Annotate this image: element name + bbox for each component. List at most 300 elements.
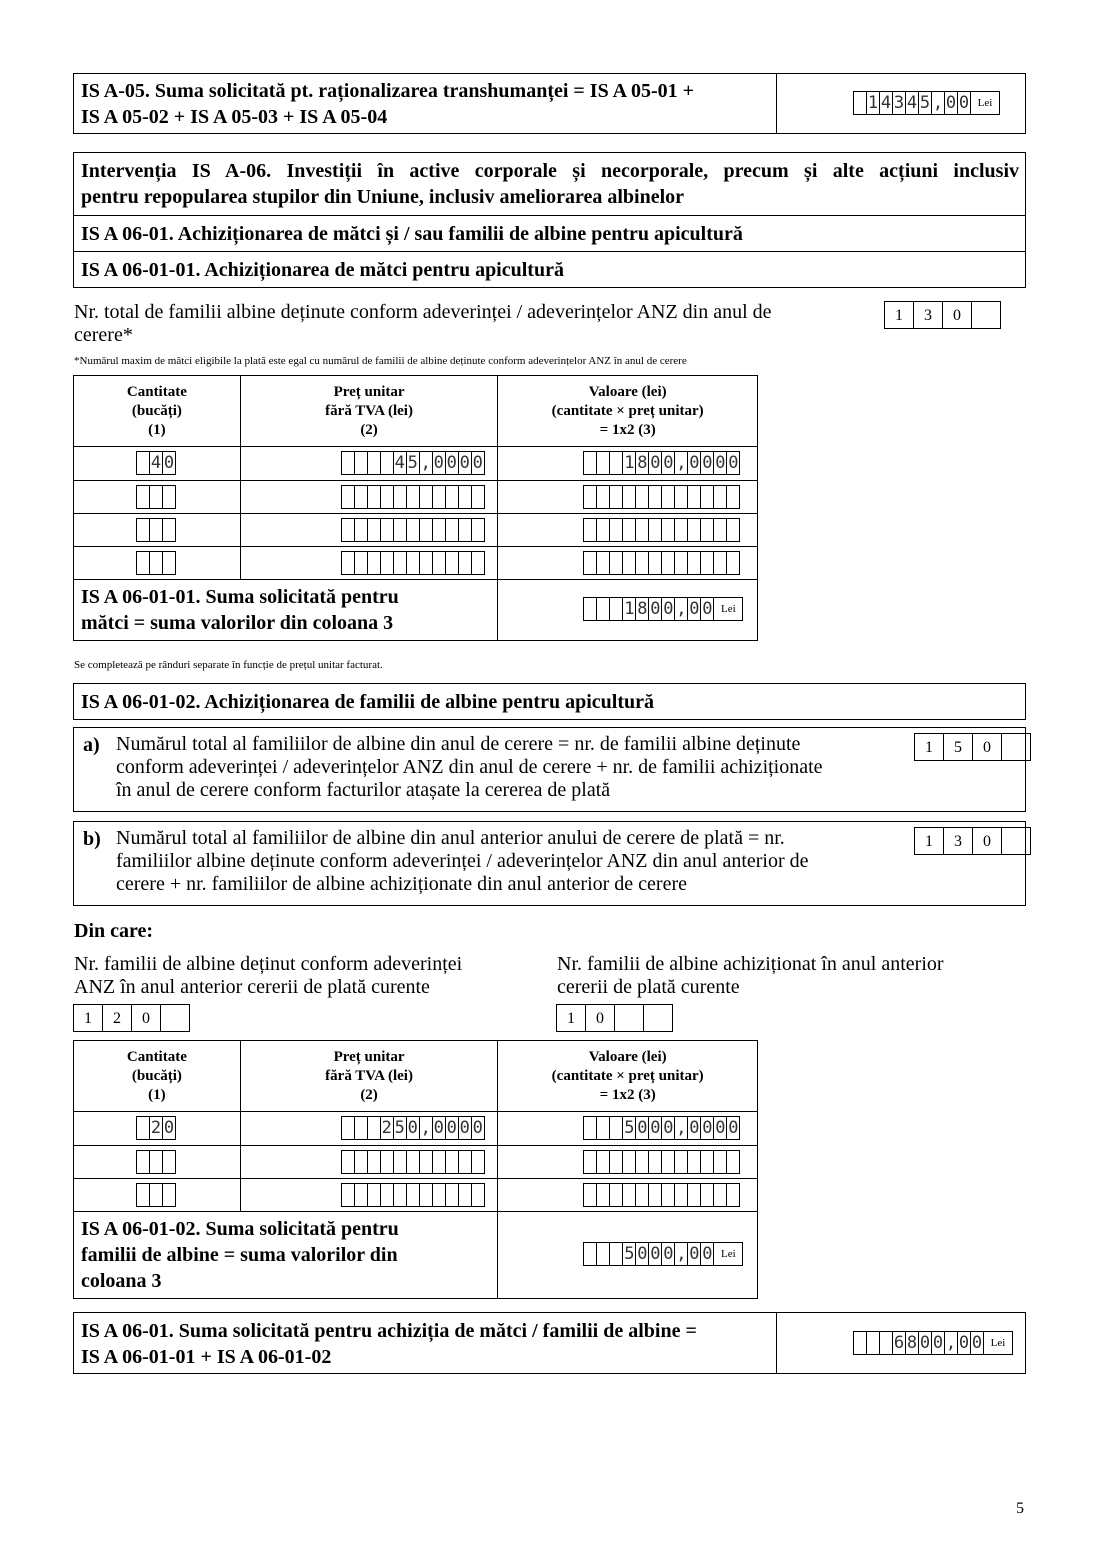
value-field[interactable]	[583, 1183, 740, 1207]
price-field[interactable]	[341, 451, 485, 475]
digit-cell[interactable]	[700, 551, 714, 575]
digit-cell[interactable]	[726, 1150, 740, 1174]
digit-cell[interactable]	[393, 1183, 407, 1207]
digit-cell[interactable]	[648, 518, 662, 542]
digit-cell[interactable]	[661, 485, 675, 509]
digit-cell[interactable]: ,	[420, 1118, 431, 1138]
value-cell	[498, 481, 758, 514]
digit-cell[interactable]	[596, 551, 610, 575]
digit-cell[interactable]: 5	[407, 453, 418, 473]
digit-cell[interactable]	[609, 551, 623, 575]
digit-cell[interactable]	[432, 1150, 446, 1174]
value-field[interactable]	[583, 518, 740, 542]
digit-cell[interactable]: ,	[945, 1333, 957, 1353]
digit-cell[interactable]	[136, 518, 150, 542]
digit-cell[interactable]	[149, 518, 163, 542]
digit-cell[interactable]	[406, 518, 420, 542]
qty-field[interactable]	[136, 1116, 176, 1140]
digit-cell[interactable]: 8	[637, 599, 648, 619]
digit-cell[interactable]	[432, 485, 446, 509]
digit-cell[interactable]	[136, 1150, 150, 1174]
digit-cell[interactable]	[136, 1183, 150, 1207]
digit-cell[interactable]	[713, 1150, 727, 1174]
digit-cell[interactable]	[341, 451, 355, 475]
digit-cell[interactable]	[354, 451, 368, 475]
count-cell[interactable]	[971, 301, 1001, 329]
digit-cell[interactable]: 0	[472, 1118, 483, 1138]
digit-cell[interactable]	[583, 1116, 597, 1140]
value-field[interactable]	[583, 485, 740, 509]
digit-cell[interactable]	[674, 485, 688, 509]
digit-cell[interactable]	[853, 1331, 867, 1355]
digit-cell[interactable]: 6	[893, 1333, 905, 1353]
digit-cell[interactable]	[700, 518, 714, 542]
digit-cell[interactable]	[419, 1183, 433, 1207]
families-sum-label-line3: coloana 3	[81, 1270, 162, 1292]
digit-cell[interactable]	[609, 597, 623, 621]
digit-cell[interactable]: 4	[150, 453, 162, 473]
digit-cell[interactable]	[393, 485, 407, 509]
digit-cell[interactable]	[726, 485, 740, 509]
digit-cell[interactable]: ,	[676, 599, 687, 619]
item-a-text-line1: Numărul total al familiilor de albine din anul de cerere = nr. de familii albine deținute	[116, 733, 801, 755]
header-quantity-line3: (1)	[148, 1086, 166, 1103]
currency-unit: Lei	[713, 597, 743, 621]
digit-cell[interactable]	[136, 551, 150, 575]
queens-table-header	[74, 376, 758, 447]
digit-cell[interactable]	[583, 518, 597, 542]
digit-cell[interactable]	[380, 551, 394, 575]
digit-cell[interactable]	[445, 485, 459, 509]
digit-cell[interactable]	[393, 1150, 407, 1174]
digit-cell[interactable]	[609, 1150, 623, 1174]
digit-cell[interactable]	[609, 1116, 623, 1140]
table-row	[74, 481, 758, 514]
digit-cell[interactable]	[866, 1331, 880, 1355]
digit-cell[interactable]	[341, 1116, 355, 1140]
digit-cell[interactable]	[445, 1150, 459, 1174]
digit-cell[interactable]	[622, 485, 636, 509]
digit-cell[interactable]	[853, 91, 867, 115]
digit-cell[interactable]	[726, 518, 740, 542]
digit-cell[interactable]	[471, 551, 485, 575]
digit-cell[interactable]	[583, 1242, 597, 1266]
digit-cell[interactable]	[713, 1183, 727, 1207]
digit-cell[interactable]	[149, 1183, 163, 1207]
digit-cell[interactable]: 0	[163, 453, 175, 473]
din-care-label: Din care:	[74, 920, 154, 942]
digit-cell[interactable]	[136, 451, 150, 475]
digit-cell[interactable]: 0	[715, 453, 726, 473]
price-field[interactable]	[341, 485, 485, 509]
digit-cell[interactable]	[367, 485, 381, 509]
digit-cell[interactable]	[354, 1116, 368, 1140]
count-cell[interactable]	[643, 1004, 673, 1032]
digit-cell[interactable]	[458, 518, 472, 542]
header-quantity-line1: Cantitate	[126, 383, 187, 400]
digit-cell[interactable]: 8	[637, 453, 648, 473]
header-unit-price	[240, 376, 498, 447]
price-field[interactable]	[341, 551, 485, 575]
digit-cell[interactable]	[596, 597, 610, 621]
count-cell[interactable]: 1	[884, 301, 914, 329]
digit-cell[interactable]: 0	[650, 1118, 661, 1138]
digit-cell[interactable]	[432, 551, 446, 575]
digit-cell[interactable]: 0	[663, 599, 674, 619]
item-a-field[interactable]	[914, 733, 1031, 761]
digit-cell[interactable]	[596, 1116, 610, 1140]
digit-cell[interactable]: 5	[624, 1244, 635, 1264]
digit-cell[interactable]	[341, 1183, 355, 1207]
digit-cell[interactable]: 5	[394, 1118, 405, 1138]
digit-cell[interactable]: 0	[689, 1244, 700, 1264]
digit-cell[interactable]: 0	[958, 1333, 970, 1353]
digit-cell[interactable]: 0	[663, 1244, 674, 1264]
digit-cell[interactable]: 0	[689, 1118, 700, 1138]
qty-field[interactable]	[136, 551, 176, 575]
digit-cell[interactable]	[445, 518, 459, 542]
digit-cell[interactable]	[149, 485, 163, 509]
digit-cell[interactable]: 5	[919, 93, 931, 113]
sum-a05-amount-field[interactable]	[853, 91, 1000, 115]
digit-cell[interactable]	[367, 1116, 381, 1140]
header-quantity-line2: (bucăți)	[131, 402, 182, 419]
qty-field[interactable]	[136, 451, 176, 475]
digit-cell[interactable]: ,	[420, 453, 431, 473]
families-held-label-line2: ANZ în anul anterior cererii de plată curente	[74, 976, 430, 998]
digit-cell[interactable]	[419, 485, 433, 509]
digit-cell[interactable]: 0	[958, 93, 970, 113]
digit-cell[interactable]	[458, 551, 472, 575]
digit-cell[interactable]	[162, 485, 176, 509]
digit-cell[interactable]: ,	[676, 1118, 687, 1138]
digit-cell[interactable]: 0	[689, 453, 700, 473]
digit-cell[interactable]	[596, 1150, 610, 1174]
digit-cell[interactable]	[393, 551, 407, 575]
digit-cell[interactable]: 0	[702, 1118, 713, 1138]
digit-cell[interactable]	[622, 1150, 636, 1174]
digit-cell[interactable]: 0	[715, 1118, 726, 1138]
digit-cell[interactable]: 1	[624, 599, 635, 619]
value-field[interactable]	[583, 1116, 740, 1140]
value-field[interactable]	[583, 451, 740, 475]
count-cell[interactable]: 0	[585, 1004, 615, 1032]
digit-cell[interactable]	[393, 518, 407, 542]
digit-cell[interactable]	[367, 518, 381, 542]
digit-cell[interactable]: 1	[624, 453, 635, 473]
digit-cell[interactable]: ,	[676, 1244, 687, 1264]
price-field[interactable]	[341, 518, 485, 542]
digit-cell[interactable]: 0	[971, 1333, 983, 1353]
digit-cell[interactable]: 0	[472, 453, 483, 473]
value-cell	[498, 1112, 758, 1146]
digit-cell[interactable]	[674, 1150, 688, 1174]
digit-cell[interactable]	[648, 1183, 662, 1207]
digit-cell[interactable]: ,	[676, 453, 687, 473]
families-held-field[interactable]	[73, 1004, 190, 1032]
digit-cell[interactable]	[648, 485, 662, 509]
digit-cell[interactable]	[471, 1183, 485, 1207]
digit-cell[interactable]	[406, 1150, 420, 1174]
digit-cell[interactable]	[583, 1183, 597, 1207]
digit-cell[interactable]	[687, 551, 701, 575]
digit-cell[interactable]	[162, 1183, 176, 1207]
digit-cell[interactable]	[635, 518, 649, 542]
digit-cell[interactable]	[458, 1150, 472, 1174]
families-held-label-line1: Nr. familii de albine deținut conform adeverinței	[74, 953, 463, 975]
a060102-header	[73, 683, 1026, 720]
digit-cell[interactable]	[367, 551, 381, 575]
digit-cell[interactable]: 4	[906, 93, 918, 113]
qty-field[interactable]	[136, 518, 176, 542]
item-b-text	[116, 827, 916, 896]
count-cell[interactable]: 1	[556, 1004, 586, 1032]
digit-cell[interactable]	[419, 1150, 433, 1174]
digit-cell[interactable]	[341, 485, 355, 509]
qty-cell	[74, 547, 241, 580]
digit-cell[interactable]	[596, 1183, 610, 1207]
digit-cell[interactable]	[713, 485, 727, 509]
digit-cell[interactable]	[432, 518, 446, 542]
digit-cell[interactable]	[471, 518, 485, 542]
digit-cell[interactable]	[661, 551, 675, 575]
families-sum-field[interactable]	[583, 1242, 743, 1266]
digit-cell[interactable]	[162, 518, 176, 542]
queens-sum-field[interactable]	[583, 597, 743, 621]
digit-cell[interactable]: 0	[663, 453, 674, 473]
qty-field[interactable]	[136, 1150, 176, 1174]
digit-cell[interactable]	[635, 551, 649, 575]
digit-cell[interactable]	[687, 1183, 701, 1207]
digit-cell[interactable]	[471, 485, 485, 509]
digit-cell[interactable]	[635, 485, 649, 509]
digit-cell[interactable]	[700, 1183, 714, 1207]
digit-cell[interactable]: 0	[163, 1118, 175, 1138]
count-cell[interactable]: 3	[943, 827, 973, 855]
digit-cell[interactable]: 1	[867, 93, 879, 113]
digit-cell[interactable]: 0	[433, 1118, 444, 1138]
digit-cell[interactable]	[661, 1183, 675, 1207]
digit-cell[interactable]	[367, 1183, 381, 1207]
digit-cell[interactable]: 4	[880, 93, 892, 113]
price-cell	[240, 547, 498, 580]
digit-cell[interactable]	[635, 1150, 649, 1174]
digit-cell[interactable]	[406, 1183, 420, 1207]
digit-cell[interactable]: 0	[459, 453, 470, 473]
digit-cell[interactable]	[354, 1183, 368, 1207]
digit-cell[interactable]	[596, 451, 610, 475]
digit-cell[interactable]	[648, 1150, 662, 1174]
digit-cell[interactable]	[341, 1150, 355, 1174]
count-cell[interactable]: 0	[131, 1004, 161, 1032]
count-cell[interactable]	[614, 1004, 644, 1032]
digit-cell[interactable]	[726, 1183, 740, 1207]
digit-cell[interactable]: 0	[459, 1118, 470, 1138]
digit-cell[interactable]	[583, 451, 597, 475]
digit-cell[interactable]	[445, 551, 459, 575]
digit-cell[interactable]: 2	[150, 1118, 162, 1138]
digit-cell[interactable]	[609, 518, 623, 542]
digit-cell[interactable]	[458, 1183, 472, 1207]
digit-cell[interactable]	[700, 485, 714, 509]
digit-cell[interactable]	[445, 1183, 459, 1207]
digit-cell[interactable]	[432, 1183, 446, 1207]
digit-cell[interactable]	[674, 551, 688, 575]
count-cell[interactable]: 1	[73, 1004, 103, 1032]
qty-cell	[74, 481, 241, 514]
digit-cell[interactable]	[419, 551, 433, 575]
digit-cell[interactable]: 0	[650, 453, 661, 473]
digit-cell[interactable]	[367, 451, 381, 475]
digit-cell[interactable]: 0	[702, 1244, 713, 1264]
value-field[interactable]	[583, 551, 740, 575]
digit-cell[interactable]	[406, 551, 420, 575]
digit-cell[interactable]	[419, 518, 433, 542]
digit-cell[interactable]: 0	[945, 93, 957, 113]
price-field[interactable]	[341, 1150, 485, 1174]
digit-cell[interactable]: 0	[650, 599, 661, 619]
digit-cell[interactable]: 0	[932, 1333, 944, 1353]
count-cell[interactable]: 0	[942, 301, 972, 329]
digit-cell[interactable]	[879, 1331, 893, 1355]
digit-cell[interactable]	[354, 518, 368, 542]
separate-rows-note: Se completează pe rânduri separate în funcție de prețul unitar facturat.	[74, 659, 383, 671]
digit-cell[interactable]	[661, 1150, 675, 1174]
digit-cell[interactable]: 0	[689, 599, 700, 619]
digit-cell[interactable]	[596, 1242, 610, 1266]
count-cell[interactable]: 3	[913, 301, 943, 329]
digit-cell[interactable]: 0	[919, 1333, 931, 1353]
digit-cell[interactable]	[687, 518, 701, 542]
digit-cell[interactable]	[635, 1183, 649, 1207]
price-field[interactable]	[341, 1183, 485, 1207]
digit-cell[interactable]	[687, 1150, 701, 1174]
header-unit-price-line3: (2)	[360, 421, 378, 438]
digit-cell[interactable]	[609, 451, 623, 475]
count-cell[interactable]	[1001, 827, 1031, 855]
digit-cell[interactable]: 0	[728, 1118, 739, 1138]
digit-cell[interactable]	[354, 551, 368, 575]
digit-cell[interactable]	[341, 518, 355, 542]
digit-cell[interactable]	[726, 551, 740, 575]
digit-cell[interactable]	[713, 551, 727, 575]
digit-cell[interactable]	[458, 485, 472, 509]
digit-cell[interactable]: 0	[650, 1244, 661, 1264]
digit-cell[interactable]	[380, 518, 394, 542]
sum-a0601-amount-field[interactable]	[853, 1331, 1013, 1355]
digit-cell[interactable]	[149, 1150, 163, 1174]
count-cell[interactable]: 1	[914, 827, 944, 855]
digit-cell[interactable]: 0	[663, 1118, 674, 1138]
qty-field[interactable]	[136, 1183, 176, 1207]
digit-cell[interactable]	[136, 485, 150, 509]
digit-cell[interactable]	[674, 1183, 688, 1207]
digit-cell[interactable]	[700, 1150, 714, 1174]
digit-cell[interactable]: 8	[906, 1333, 918, 1353]
item-b-field[interactable]	[914, 827, 1031, 855]
digit-cell[interactable]: 0	[702, 453, 713, 473]
digit-cell[interactable]	[380, 451, 394, 475]
qty-field[interactable]	[136, 485, 176, 509]
digit-cell[interactable]	[609, 1183, 623, 1207]
digit-cell[interactable]: 0	[433, 453, 444, 473]
digit-cell[interactable]: 0	[407, 1118, 418, 1138]
table-row	[74, 447, 758, 481]
digit-cell[interactable]: 0	[637, 1244, 648, 1264]
header-value-line2: (cantitate × preț unitar)	[551, 1067, 704, 1084]
digit-cell[interactable]	[380, 1183, 394, 1207]
count-cell[interactable]	[1001, 733, 1031, 761]
digit-cell[interactable]	[713, 518, 727, 542]
value-cell	[498, 1179, 758, 1212]
digit-cell[interactable]: 0	[702, 599, 713, 619]
a060101-title: IS A 06-01-01. Achiziționarea de mătci pentru apicultură	[81, 259, 564, 281]
digit-cell[interactable]	[583, 551, 597, 575]
digit-cell[interactable]	[596, 485, 610, 509]
families-acquired-field[interactable]	[556, 1004, 673, 1032]
count-cell[interactable]: 5	[943, 733, 973, 761]
count-cell[interactable]: 2	[102, 1004, 132, 1032]
total-families-field[interactable]	[884, 301, 1001, 329]
digit-cell[interactable]	[687, 485, 701, 509]
digit-cell[interactable]	[380, 485, 394, 509]
digit-cell[interactable]	[367, 1150, 381, 1174]
digit-cell[interactable]	[674, 518, 688, 542]
digit-cell[interactable]	[583, 597, 597, 621]
digit-cell[interactable]	[162, 551, 176, 575]
digit-cell[interactable]: 2	[381, 1118, 392, 1138]
digit-cell[interactable]	[609, 485, 623, 509]
header-value-line1: Valoare (lei)	[588, 383, 667, 400]
digit-cell[interactable]: 4	[394, 453, 405, 473]
digit-cell[interactable]	[583, 1150, 597, 1174]
digit-cell[interactable]: 0	[728, 453, 739, 473]
digit-cell[interactable]: 0	[446, 453, 457, 473]
count-cell[interactable]: 1	[914, 733, 944, 761]
digit-cell[interactable]: 3	[893, 93, 905, 113]
count-cell[interactable]: 0	[972, 733, 1002, 761]
digit-cell[interactable]	[622, 518, 636, 542]
digit-cell[interactable]	[354, 485, 368, 509]
digit-cell[interactable]	[162, 1150, 176, 1174]
families-sum-row	[74, 1212, 758, 1299]
digit-cell[interactable]	[149, 551, 163, 575]
digit-cell[interactable]: 0	[637, 1118, 648, 1138]
digit-cell[interactable]	[609, 1242, 623, 1266]
digit-cell[interactable]	[471, 1150, 485, 1174]
value-field[interactable]	[583, 1150, 740, 1174]
price-field[interactable]	[341, 1116, 485, 1140]
count-cell[interactable]: 0	[972, 827, 1002, 855]
digit-cell[interactable]: ,	[932, 93, 944, 113]
digit-cell[interactable]	[596, 518, 610, 542]
item-b-box	[73, 821, 1026, 906]
count-cell[interactable]	[160, 1004, 190, 1032]
digit-cell[interactable]	[380, 1150, 394, 1174]
digit-cell[interactable]	[354, 1150, 368, 1174]
digit-cell[interactable]	[622, 551, 636, 575]
digit-cell[interactable]	[406, 485, 420, 509]
digit-cell[interactable]	[136, 1116, 150, 1140]
digit-cell[interactable]: 5	[624, 1118, 635, 1138]
digit-cell[interactable]	[648, 551, 662, 575]
qty-cell	[74, 1112, 241, 1146]
digit-cell[interactable]	[622, 1183, 636, 1207]
digit-cell[interactable]	[341, 551, 355, 575]
digit-cell[interactable]	[583, 485, 597, 509]
digit-cell[interactable]	[661, 518, 675, 542]
digit-cell[interactable]: 0	[446, 1118, 457, 1138]
